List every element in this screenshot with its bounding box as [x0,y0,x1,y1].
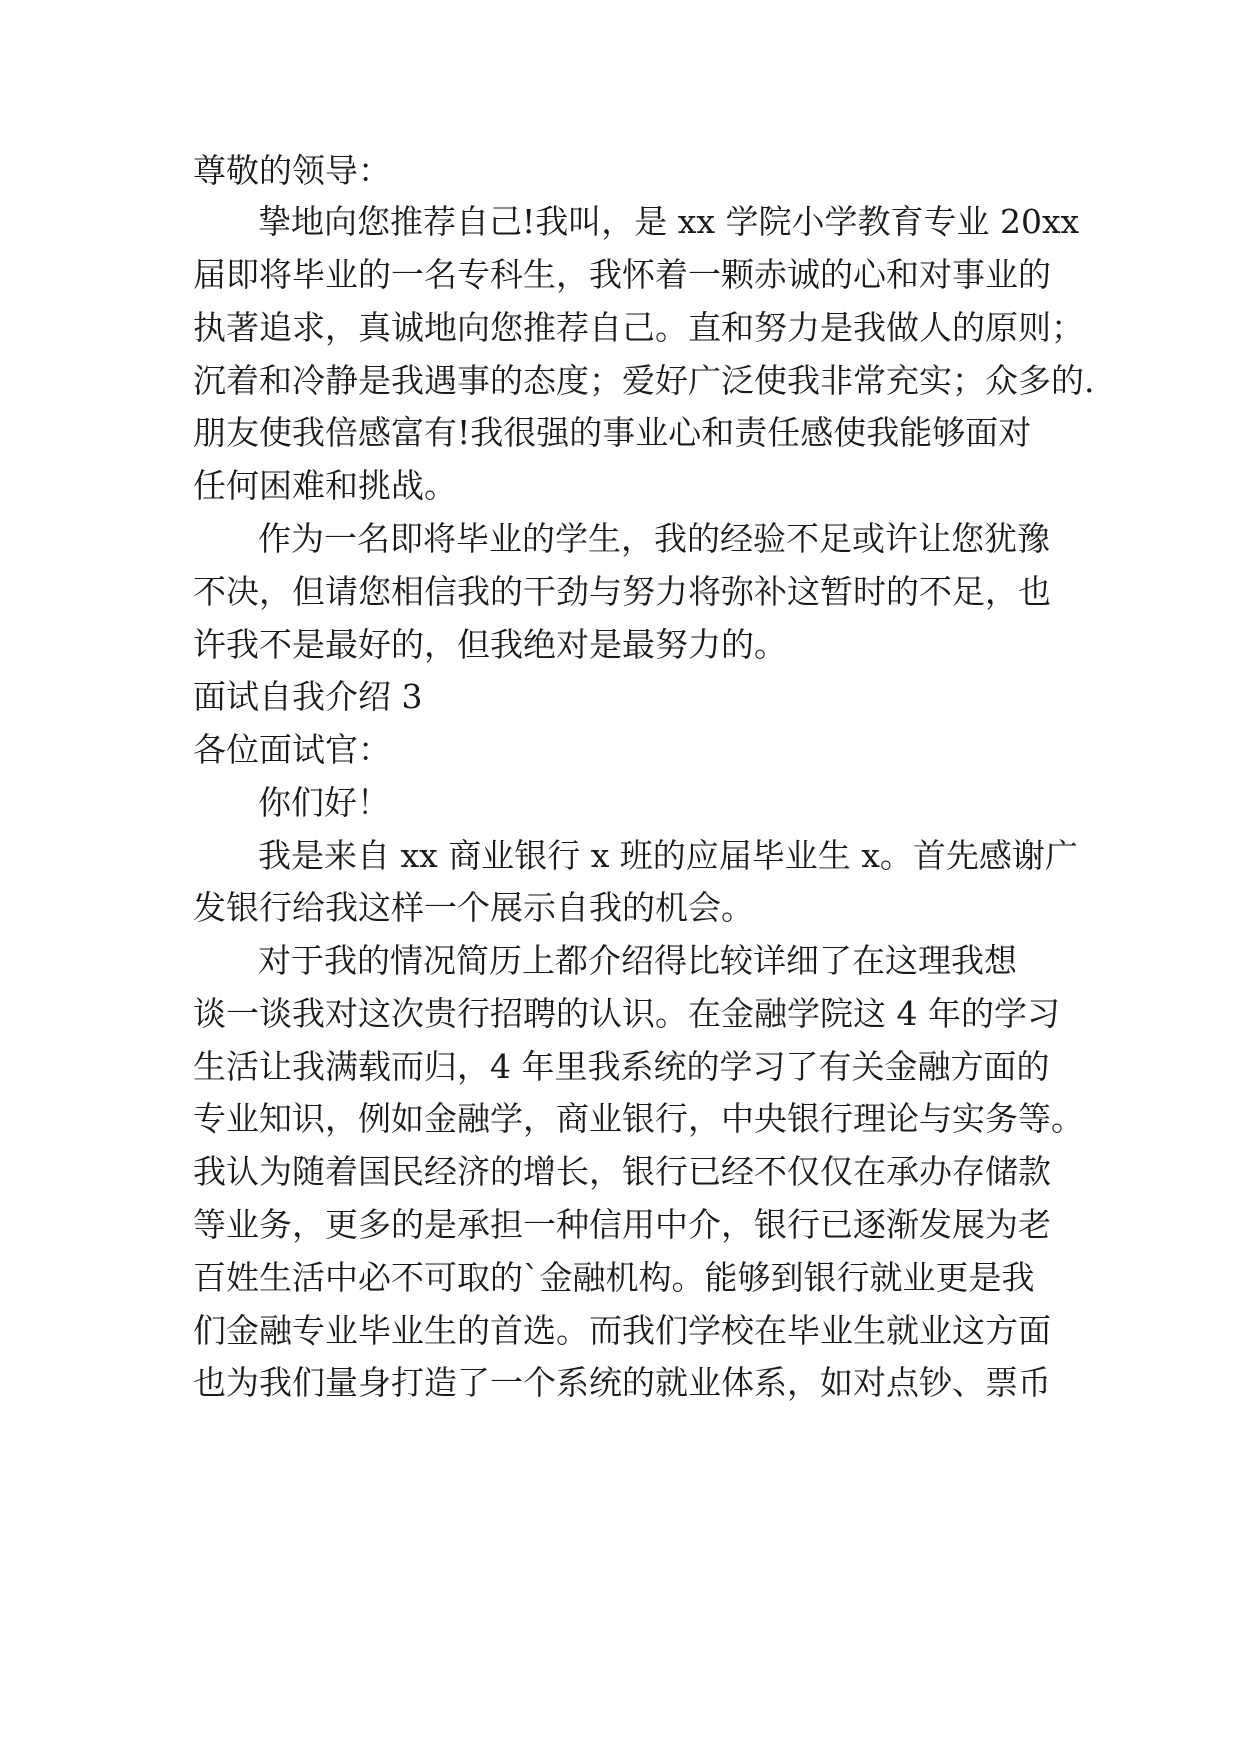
paragraph-line: 们金融专业毕业生的首选。而我们学校在毕业生就业这方面 [193,1311,1051,1350]
salutation-line: 各位面试官： [193,730,391,769]
paragraph-line: 我是来自 xx 商业银行 x 班的应届毕业生 x。首先感谢广 [258,836,1078,875]
paragraph-line: 许我不是最好的，但我绝对是最努力的。 [193,625,787,664]
greeting-line: 你们好！ [258,783,390,822]
paragraph-line: 作为一名即将毕业的学生，我的经验不足或许让您犹豫 [258,519,1050,558]
section-heading: 面试自我介绍 3 [193,677,423,716]
paragraph-line: 等业务，更多的是承担一种信用中介，银行已逐渐发展为老 [193,1205,1051,1244]
paragraph-line: 专业知识，例如金融学，商业银行，中央银行理论与实务等。 [193,1099,1084,1138]
paragraph-line: 挚地向您推荐自己!我叫，是 xx 学院小学教育专业 20xx [258,202,1080,241]
salutation-line: 尊敬的领导： [193,151,391,190]
paragraph-line: 对于我的情况简历上都介绍得比较详细了在这理我想 [258,941,1017,980]
paragraph-line: 执著追求，真诚地向您推荐自己。直和努力是我做人的原则； [193,308,1084,347]
paragraph-line: 谈一谈我对这次贵行招聘的认识。在金融学院这 4 年的学习 [193,994,1060,1033]
paragraph-line: 也为我们量身打造了一个系统的就业体系，如对点钞、票币 [193,1363,1051,1402]
paragraph-line: 任何困难和挑战。 [193,466,457,505]
paragraph-line: 朋友使我倍感富有!我很强的事业心和责任感使我能够面对 [193,413,1032,452]
paragraph-line: 百姓生活中必不可取的`金融机构。能够到银行就业更是我 [193,1258,1035,1297]
paragraph-line: 我认为随着国民经济的增长，银行已经不仅仅在承办存储款 [193,1152,1051,1191]
paragraph-line: 生活让我满载而归，4 年里我系统的学习了有关金融方面的 [193,1047,1050,1086]
paragraph-line: 不决，但请您相信我的干劲与努力将弥补这暂时的不足，也 [193,572,1051,611]
paragraph-line: 届即将毕业的一名专科生，我怀着一颗赤诚的心和对事业的 [193,255,1051,294]
paragraph-line: 发银行给我这样一个展示自我的机会。 [193,888,754,927]
paragraph-line: 沉着和冷静是我遇事的态度；爱好广泛使我非常充实；众多的. [193,361,1095,400]
